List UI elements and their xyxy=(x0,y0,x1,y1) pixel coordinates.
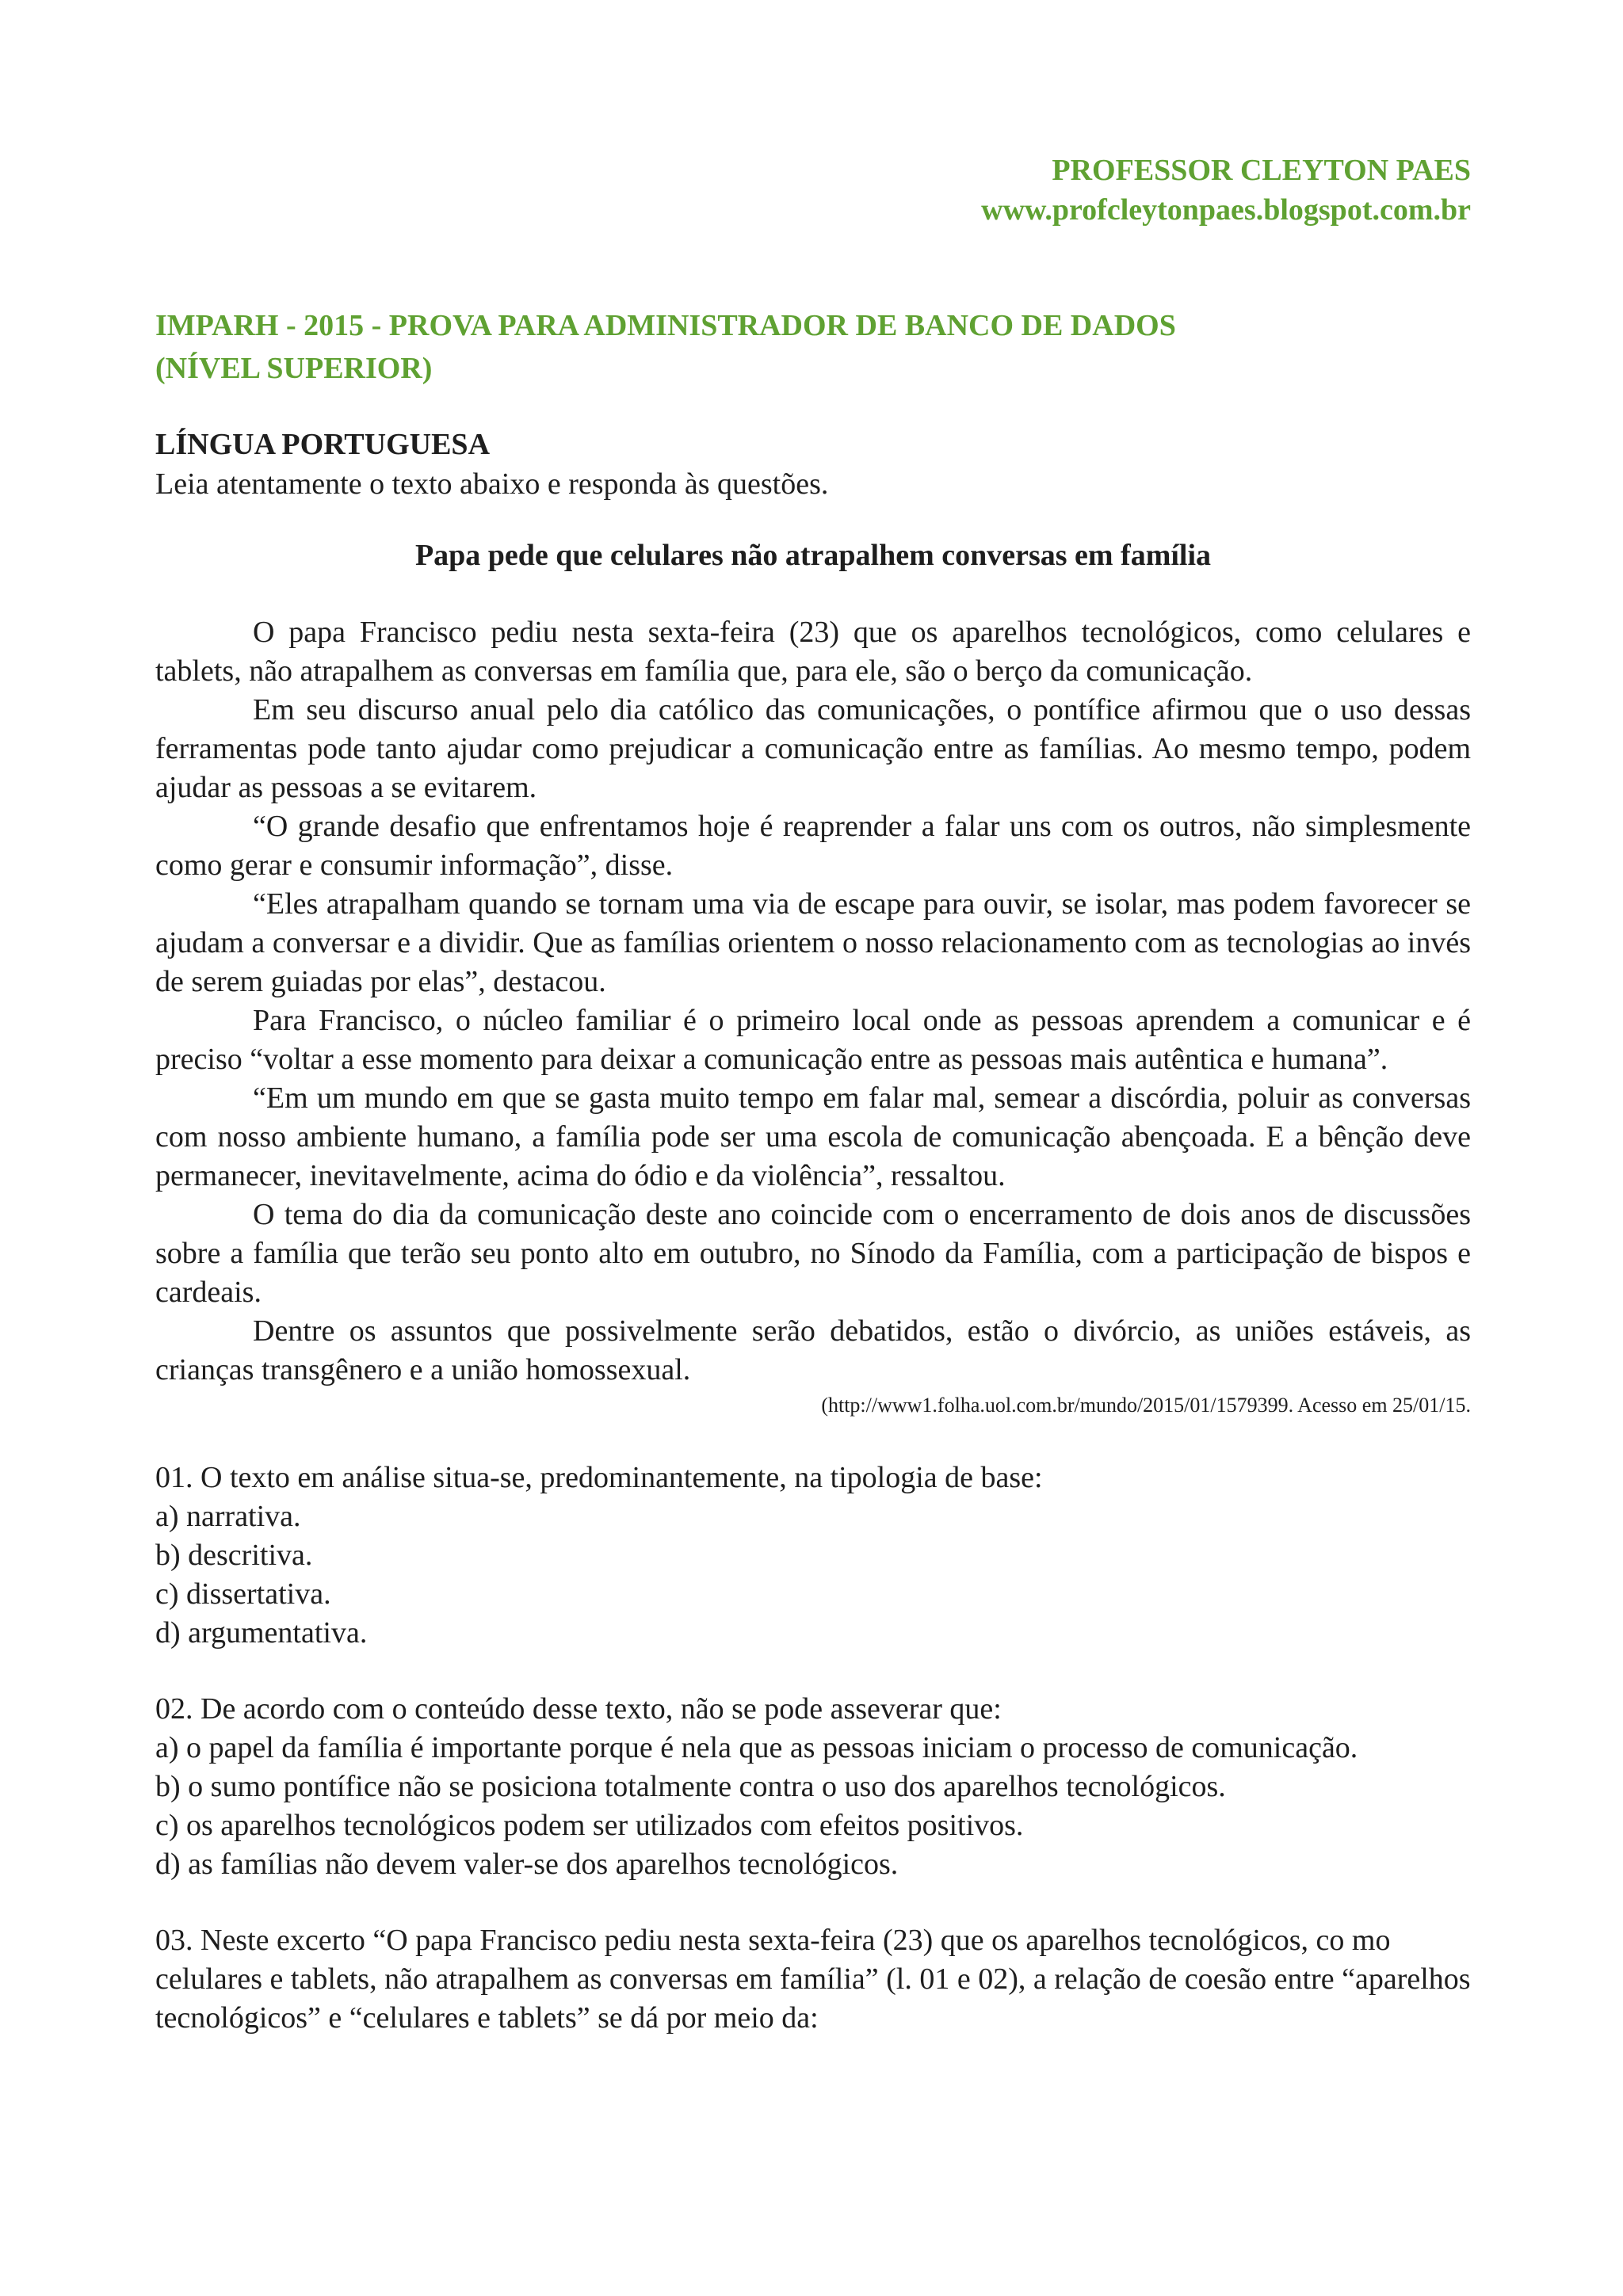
question-stem: 03. Neste excerto “O papa Francisco pediu nesta sexta-feira (23) que os aparelhos tecnológicos, co mo celulares e tablets, não atrapalhem as conversas em família” (l. 01 e 02), a relação de coesão entre “aparelhos tecnológicos” e “celulares e tablets” se dá por meio da: xyxy=(155,1924,1471,2035)
document-content xyxy=(155,304,1471,2038)
question-02 xyxy=(155,1690,1471,1884)
article-source: (http://www1.folha.uol.com.br/mundo/2015/01/1579399. Acesso em 25/01/15. xyxy=(821,1394,1471,1417)
article-paragraph: “Eles atrapalham quando se tornam uma via de escape para ouvir, se isolar, mas podem favorecer se ajudam a conversar e a dividir. Que as famílias orientem o nosso relacionamento com as tecnologias ao invés de serem guiadas por elas”, destacou. xyxy=(155,887,1471,998)
question-option: d) as famílias não devem valer-se dos aparelhos tecnológicos. xyxy=(155,1848,899,1881)
question-option: c) dissertativa. xyxy=(155,1577,331,1611)
article-title: Papa pede que celulares não atrapalhem conversas em família xyxy=(414,539,1212,572)
website-url: www.profcleytonpaes.blogspot.com.br xyxy=(981,193,1471,227)
question-option: a) o papel da família é importante porque é nela que as pessoas iniciam o processo de comunicação. xyxy=(155,1731,1358,1764)
exam-title xyxy=(155,304,1471,390)
question-stem: 01. O texto em análise situa-se, predominantemente, na tipologia de base: xyxy=(155,1461,1043,1494)
article-paragraph: O tema do dia da comunicação deste ano coincide com o encerramento de dois anos de discussões sobre a família que terão seu ponto alto em outubro, no Sínodo da Família, com a participação de bispos e cardeais. xyxy=(155,1198,1471,1309)
question-option: d) argumentativa. xyxy=(155,1616,368,1650)
article-paragraph: Em seu discurso anual pelo dia católico das comunicações, o pontífice afirmou que o uso dessas ferramentas pode tanto ajudar como prejudicar a comunicação entre as famílias. Ao mesmo tempo, podem ajudar as pessoas a se evitarem. xyxy=(155,693,1471,804)
question-option: c) os aparelhos tecnológicos podem ser utilizados com efeitos positivos. xyxy=(155,1809,1024,1842)
author-name: PROFESSOR CLEYTON PAES xyxy=(1052,154,1471,187)
article-paragraph: “Em um mundo em que se gasta muito tempo em falar mal, semear a discórdia, poluir as conversas com nosso ambiente humano, a família pode ser uma escola de comunicação abençoada. E a bênção deve permanecer, inevitavelmente, acima do ódio e da violência”, ressaltou. xyxy=(155,1081,1471,1192)
question-stem: 02. De acordo com o conteúdo desse texto, não se pode asseverar que: xyxy=(155,1692,1002,1726)
question-option: a) narrativa. xyxy=(155,1500,301,1533)
question-03 xyxy=(155,1921,1471,2038)
section-instruction: Leia atentamente o texto abaixo e responda às questões. xyxy=(155,467,829,501)
section-title: LÍNGUA PORTUGUESA xyxy=(155,428,491,461)
page-header xyxy=(981,151,1471,230)
question-option: b) o sumo pontífice não se posiciona totalmente contra o uso dos aparelhos tecnológicos. xyxy=(155,1770,1226,1803)
article-paragraph: Dentre os assuntos que possivelmente serão debatidos, estão o divórcio, as uniões estáveis, as crianças transgênero e a união homossexual. xyxy=(155,1314,1471,1386)
article-paragraph: Para Francisco, o núcleo familiar é o primeiro local onde as pessoas aprendem a comunicar e é preciso “voltar a esse momento para deixar a comunicação entre as pessoas mais autêntica e humana”. xyxy=(155,1004,1471,1076)
exam-title-line1: IMPARH - 2015 - PROVA PARA ADMINISTRADOR DE BANCO DE DADOS xyxy=(155,309,1176,342)
article-paragraph: O papa Francisco pediu nesta sexta-feira (23) que os aparelhos tecnológicos, como celulares e tablets, não atrapalhem as conversas em família que, para ele, são o berço da comunicação. xyxy=(155,616,1471,688)
question-01 xyxy=(155,1459,1471,1653)
article-paragraph: “O grande desafio que enfrentamos hoje é reaprender a falar uns com os outros, não simplesmente como gerar e consumir informação”, disse. xyxy=(155,810,1471,882)
exam-title-line2: (NÍVEL SUPERIOR) xyxy=(155,352,433,385)
article-body xyxy=(155,613,1471,1421)
question-option: b) descritiva. xyxy=(155,1539,313,1572)
